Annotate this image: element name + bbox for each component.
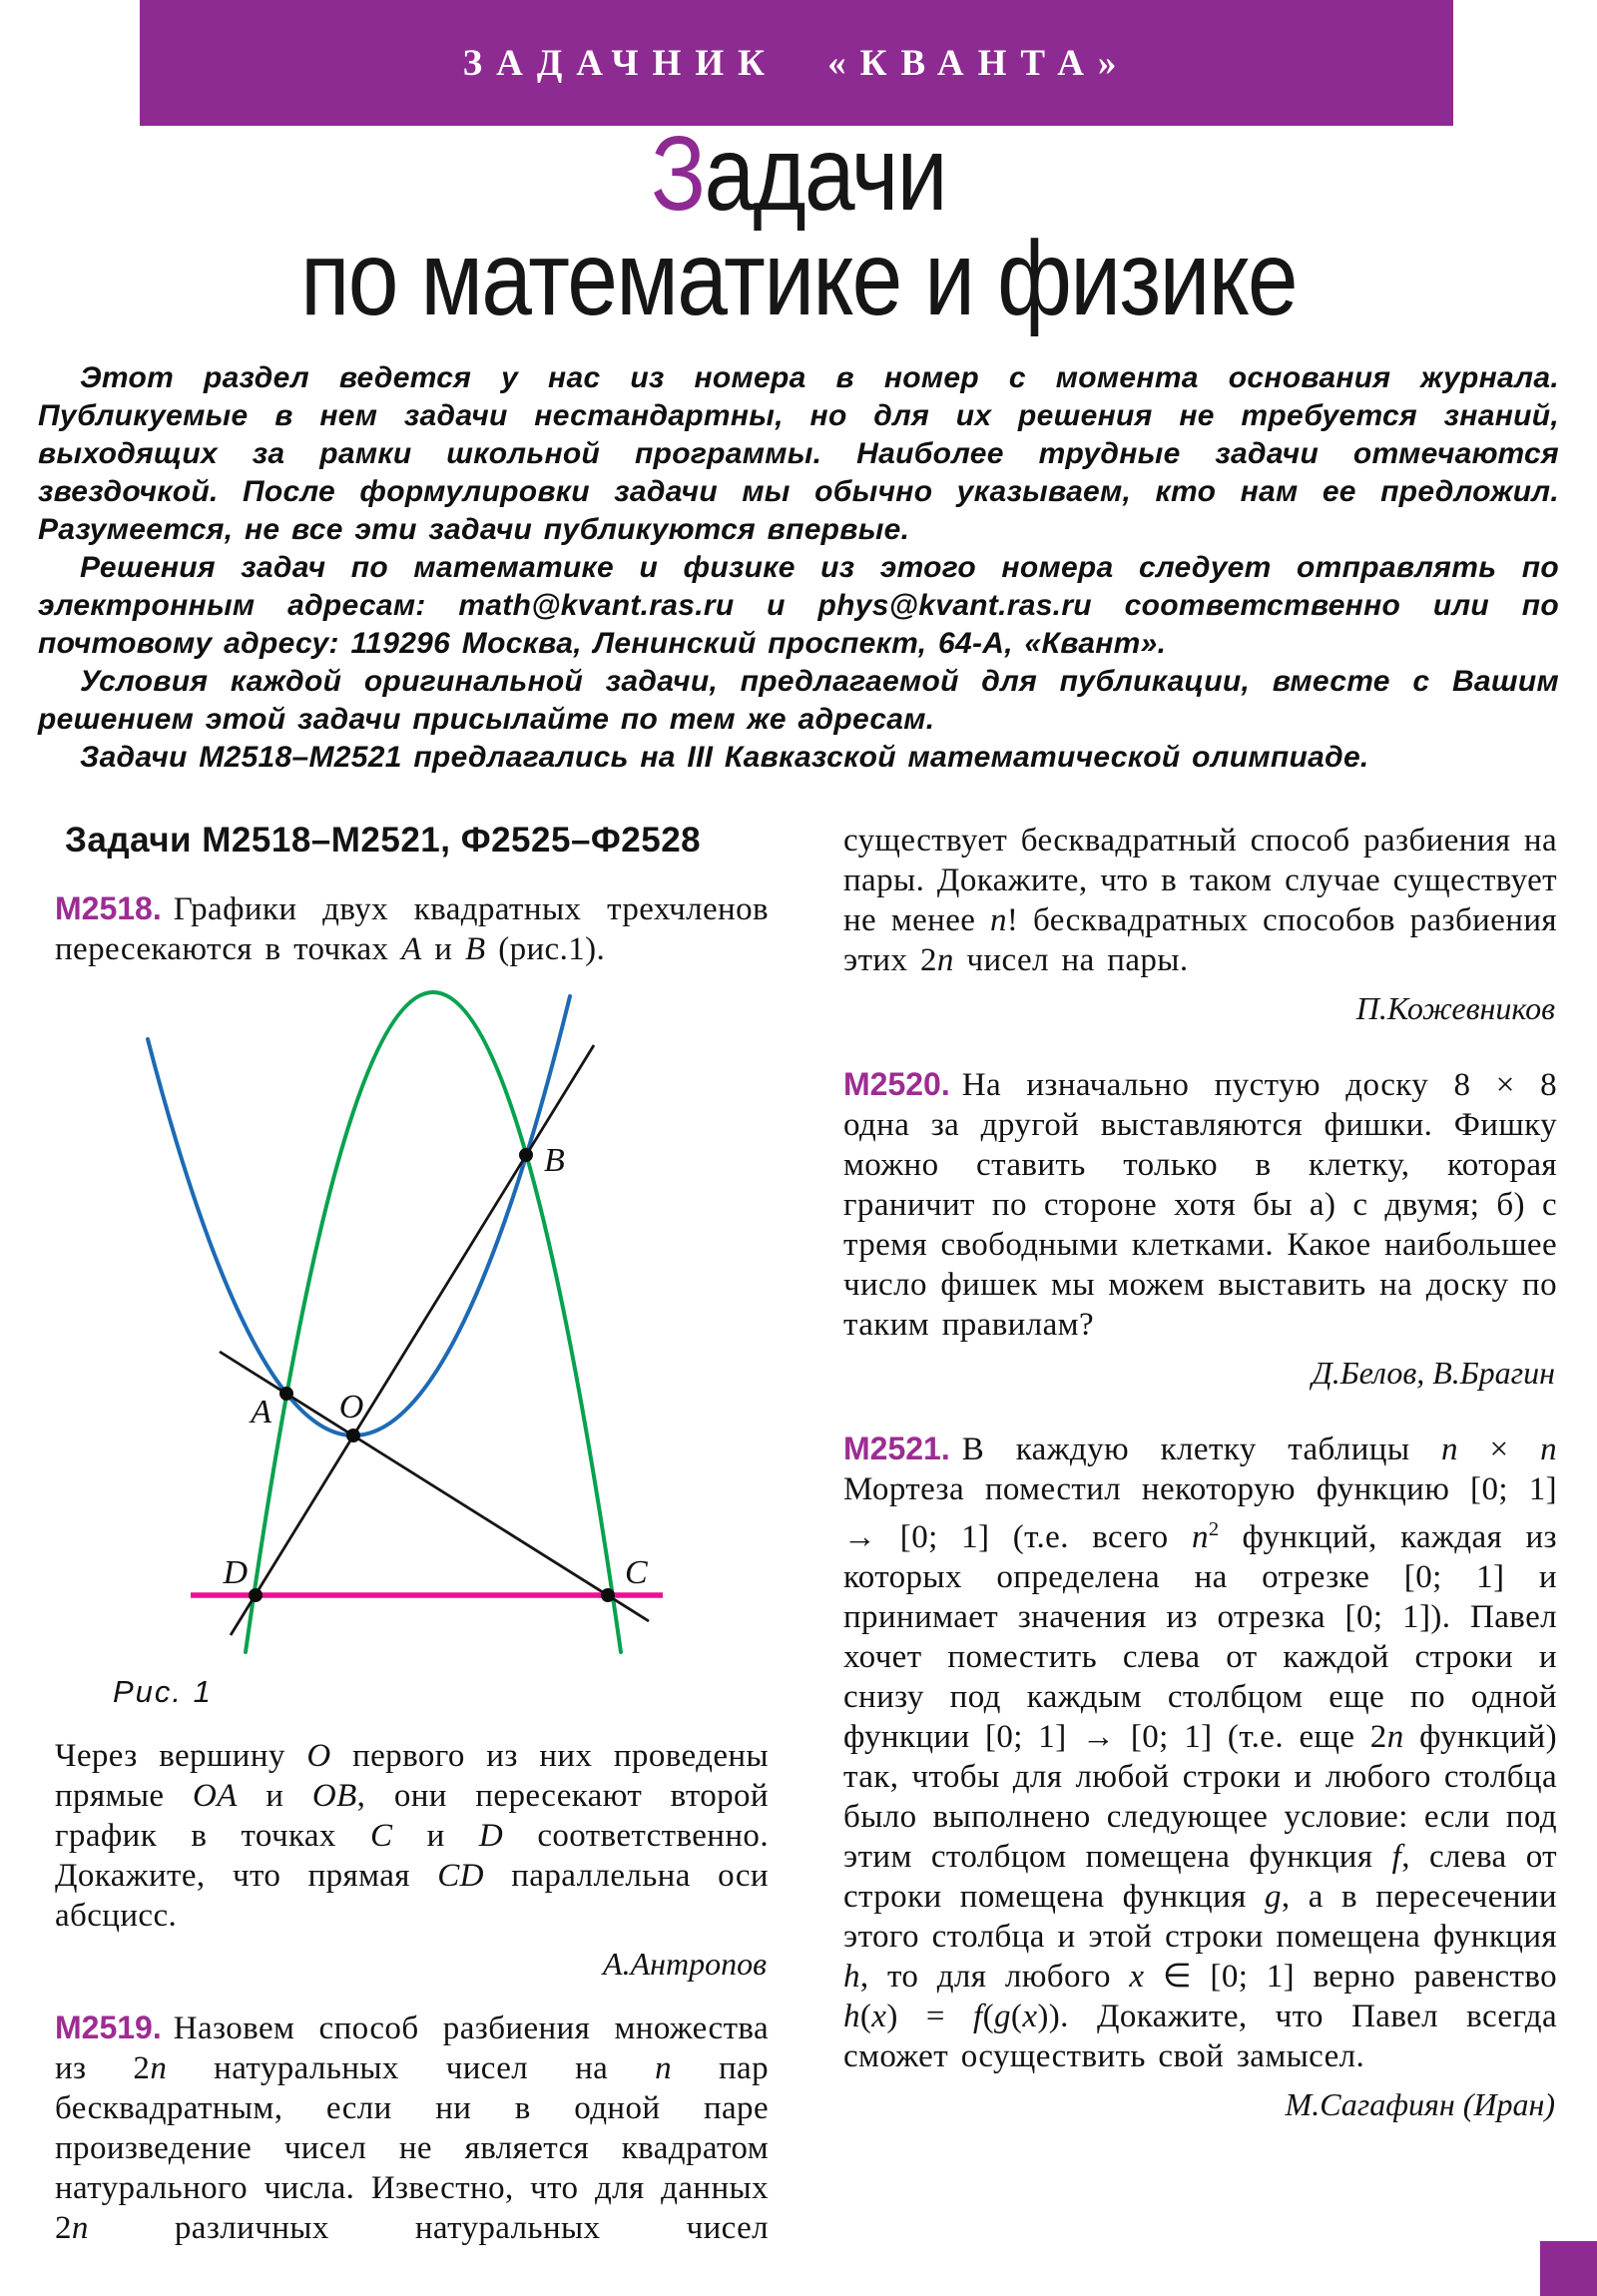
page-title-line1-rest: адачи: [704, 115, 946, 233]
problem-m2518: [55, 888, 769, 969]
problem-m2520-author: Д.Белов, В.Брагин: [1312, 1355, 1555, 1391]
point-A-label: A: [251, 1394, 271, 1431]
point-A: [279, 1387, 293, 1401]
problem-m2519: [55, 2008, 769, 2248]
point-D-label: D: [223, 1554, 248, 1591]
point-O: [346, 1429, 360, 1442]
problem-m2519-text: Назовем способ разбиения множества из 2n натуральных чисел на n пар бесквадратным, если ни в одной паре произведение чисел не является квадратом натурального числа. Известно, что для данных 2n различных натуральных чисел: [55, 2010, 769, 2246]
figure-1-plot: [90, 985, 709, 1664]
intro-paragraph-1: Этот раздел ведется у нас из номера в номер с момента основания журнала. Публикуемые в нем задачи нестандартны, но для их решения не требуется знаний, выходящих за рамки школьной программы. Наиболее трудные задачи отмечаются звездочкой. После формулировки задачи мы обычно указываем, кто нам ее предложил. Разумеется, не все эти задачи публикуются впервые.: [38, 361, 1559, 546]
page-title-line2: по математике и физике: [300, 220, 1297, 337]
parabola-first-blue: [148, 996, 570, 1435]
problem-m2521-label: М2521.: [843, 1431, 950, 1466]
right-column: [843, 821, 1557, 2248]
left-column: [55, 821, 769, 2248]
intro-paragraph-3: Условия каждой оригинальной задачи, предлагаемой для публикации, вместе с Вашим решением этой задачи присылайте по тем же адресам.: [38, 665, 1559, 736]
point-C-label: C: [625, 1554, 648, 1591]
problem-m2521-author: М.Сагафиян (Иран): [1285, 2086, 1555, 2122]
line-through-D-O-B: [231, 1045, 594, 1635]
problem-m2521: [843, 1429, 1557, 2076]
point-C: [601, 1588, 615, 1602]
point-O-label: O: [338, 1389, 364, 1426]
page-title-line1: [112, 115, 1485, 233]
problem-m2519-author: П.Кожевников: [1355, 990, 1555, 1026]
problem-m2518-continued: Через вершину O первого из них проведены прямые OA и OB, они пересекают второй график в точках C и D соответственно. Докажите, что прямая CD параллельна оси абсцисс.: [55, 1738, 769, 1934]
section-header-title: ЗАДАЧНИК «КВАНТА»: [462, 42, 1131, 84]
problems-heading: Задачи М2518–М2521, Ф2525–Ф2528: [65, 821, 702, 860]
intro-paragraph-2: Решения задач по математике и физике из этого номера следует отправлять по электронным адресам: math@kvant.ras.ru и phys@kvant.ras.ru соответственно или по почтовому адресу: 119296 Москва, Ленинский проспект, 64-А, «Квант».: [38, 551, 1559, 660]
problem-m2520-label: М2520.: [843, 1066, 950, 1102]
problem-m2518-author: А.Антропов: [603, 1946, 767, 1982]
problem-m2519-label: М2519.: [55, 2009, 162, 2045]
page-title: [112, 115, 1485, 337]
problem-m2518-text: Графики двух квадратных трехчленов пересекаются в точках A и B (рис.1).: [55, 891, 769, 967]
page-title-initial: З: [651, 115, 705, 233]
point-B: [519, 1148, 533, 1162]
figure-1-caption: Рис. 1: [113, 1674, 213, 1709]
problem-m2520: [843, 1064, 1557, 1345]
section-header-band: [140, 0, 1453, 126]
intro-paragraph-4: Задачи М2518–М2521 предлагались на III Кавказской математической олимпиаде.: [80, 741, 1369, 774]
point-D: [249, 1588, 263, 1602]
figure-1: [90, 985, 709, 1664]
problem-m2521-text: В каждую клетку таблицы n × n Мортеза поместил некоторую функцию [0; 1] → [0; 1] (т.е. всего $n^2$ функций, каждая из которых определена на отрезке [0; 1] и принимает значения из отрезка [0; 1]). Павел хочет поместить слева от каждой строки и снизу под каждым столбцом еще по одной функции [0; 1] → [0; 1] (т.е. еще 2n функций) так, чтобы для любой строки и любого столбца было выполнено следующее условие: если под этим столбцом помещена функция f, слева от строки помещена функция g, а в пересечении этого столбца и этой строки помещена функция h, то для любого x ∈ [0; 1] верно равенство h(x) = f(g(x)). Докажите, что Павел всегда сможет осуществить свой замысел.: [843, 1432, 1557, 2074]
problem-m2519-continued: существует бесквадратный способ разбиения на пары. Докажите, что в таком случае существует не менее n! бесквадратных способов разбиения этих 2n чисел на пары.: [843, 823, 1557, 978]
intro-block: [38, 359, 1559, 777]
two-column-layout: [55, 821, 1557, 2248]
page-corner-ornament: [1540, 2241, 1597, 2296]
problem-m2518-label: М2518.: [55, 890, 162, 926]
problem-m2520-text: На изначально пустую доску 8 × 8 одна за другой выставляются фишки. Фишку можно ставить только в клетку, которая граничит по стороне хотя бы а) с двумя; б) с тремя свободными клетками. Какое наибольшее число фишек мы можем выставить на доску по таким правилам?: [843, 1067, 1557, 1343]
point-B-label: B: [544, 1142, 565, 1179]
